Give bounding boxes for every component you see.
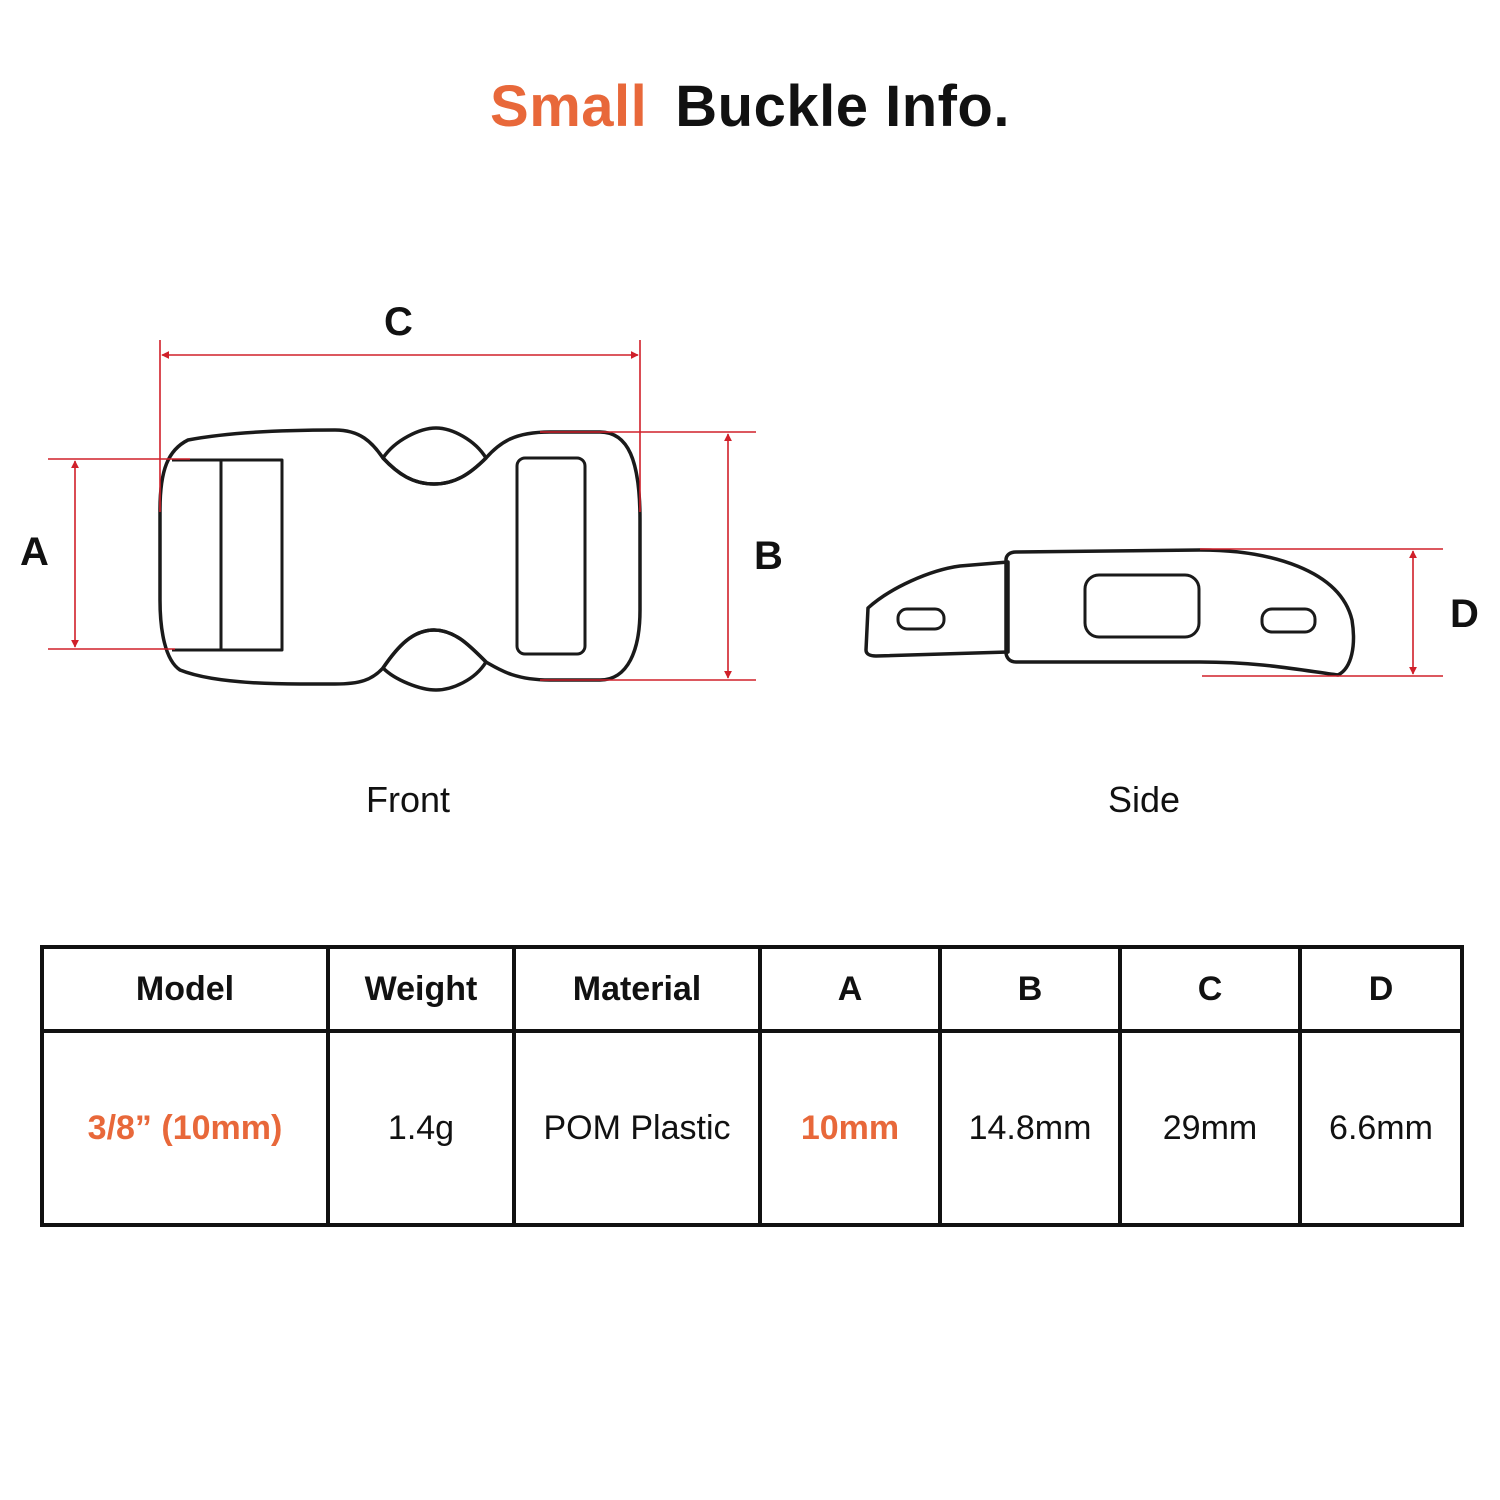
front-dimensions — [48, 340, 756, 680]
cell-b: 14.8mm — [940, 1031, 1120, 1225]
cell-c: 29mm — [1120, 1031, 1300, 1225]
front-right-slot — [517, 458, 585, 654]
dim-b-label: B — [754, 534, 783, 578]
cell-weight: 1.4g — [328, 1031, 514, 1225]
header-c: C — [1120, 947, 1300, 1031]
dim-d-label: D — [1450, 592, 1479, 636]
header-b: B — [940, 947, 1120, 1031]
dim-a-label: A — [20, 530, 49, 574]
side-dimensions — [1200, 549, 1443, 676]
side-body-outline — [1006, 550, 1353, 675]
front-left-slot — [172, 460, 282, 650]
header-a: A — [760, 947, 940, 1031]
cell-material: POM Plastic — [514, 1031, 760, 1225]
table-row — [42, 1031, 1462, 1225]
side-view-buckle — [866, 550, 1353, 675]
front-body-outline — [160, 430, 640, 684]
front-lower-lobe — [383, 630, 486, 690]
header-material: Material — [514, 947, 760, 1031]
cell-a: 10mm — [760, 1031, 940, 1225]
header-model: Model — [42, 947, 328, 1031]
side-left-hole — [898, 609, 944, 629]
specs-table — [40, 945, 1464, 1227]
cell-model: 3/8” (10mm) — [42, 1031, 328, 1225]
header-d: D — [1300, 947, 1462, 1031]
title-accent: Small — [490, 74, 648, 139]
title-rest: Buckle Info. — [675, 74, 1010, 139]
cell-d: 6.6mm — [1300, 1031, 1462, 1225]
side-view-label: Side — [1108, 779, 1181, 820]
header-weight: Weight — [328, 947, 514, 1031]
side-right-hole — [1262, 609, 1315, 632]
side-center-window — [1085, 575, 1199, 637]
front-upper-lobe — [383, 428, 486, 484]
front-view-buckle — [160, 428, 640, 690]
dim-c-label: C — [384, 300, 413, 344]
table-header-row — [42, 947, 1462, 1031]
front-view-label: Front — [366, 779, 451, 820]
